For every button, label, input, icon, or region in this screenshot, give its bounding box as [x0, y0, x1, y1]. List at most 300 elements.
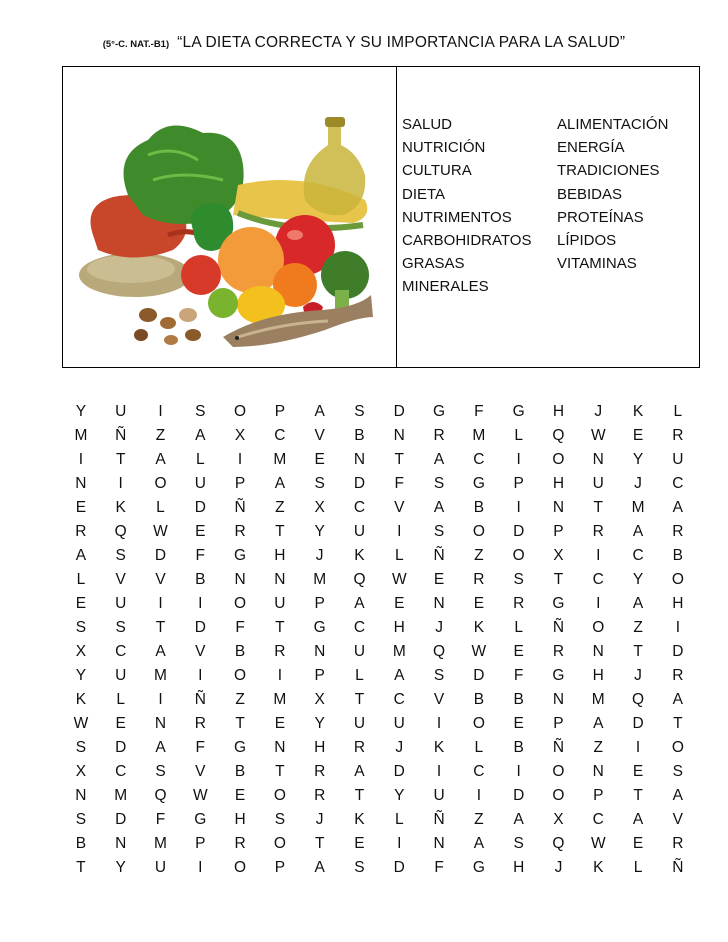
grid-letter: K	[354, 811, 365, 829]
grid-letter: T	[275, 523, 285, 541]
grid-letter: C	[353, 619, 366, 637]
grid-letter: B	[513, 739, 524, 757]
grid-letter: V	[195, 643, 206, 661]
grid-letter: A	[155, 739, 166, 757]
grid-letter: K	[473, 619, 485, 637]
grid-letter: E	[433, 571, 445, 589]
grid-letter: I	[476, 787, 482, 805]
grid-letter: H	[513, 859, 525, 877]
grid-letter: Q	[433, 643, 446, 661]
grid-letter: E	[274, 715, 286, 733]
grid-letter: M	[74, 427, 88, 445]
grid-letter: A	[314, 859, 325, 877]
grid-letter: Q	[353, 571, 366, 589]
word-list	[402, 113, 696, 299]
grid-letter: I	[237, 451, 243, 469]
grid-letter: L	[116, 691, 125, 709]
grid-letter: S	[354, 859, 365, 877]
grid-letter: V	[394, 499, 405, 517]
grid-letter: J	[395, 739, 404, 757]
grid-letter: E	[473, 595, 485, 613]
healthy-food-illustration	[73, 85, 391, 363]
grid-letter: K	[354, 547, 365, 565]
grid-letter: F	[474, 403, 484, 420]
grid-letter: D	[393, 763, 405, 781]
grid-letter: B	[672, 547, 684, 565]
grid-letter: A	[155, 643, 166, 661]
grid-letter: D	[353, 475, 366, 493]
grid-letter: F	[434, 859, 444, 877]
grid-letter: K	[75, 691, 87, 709]
grid-letter: B	[195, 571, 206, 589]
grid-letter: E	[513, 643, 524, 661]
grid-letter: Q	[114, 523, 127, 541]
tomato	[181, 255, 221, 295]
grid-letter: B	[473, 499, 485, 517]
grid-letter: Z	[474, 811, 484, 829]
grid-letter: W	[391, 571, 407, 589]
worksheet-title: “LA DIETA CORRECTA Y SU IMPORTANCIA PARA LA SALUD”	[177, 34, 626, 51]
grid-letter: E	[632, 835, 644, 853]
grid-letter: C	[592, 571, 604, 589]
grid-letter: G	[512, 403, 525, 420]
grid-letter: I	[397, 835, 402, 853]
grid-letter: Z	[155, 427, 166, 445]
grid-letter: A	[672, 499, 684, 517]
grid-letter: R	[672, 667, 684, 685]
grid-letter: I	[158, 691, 163, 709]
grid-letter: I	[596, 595, 601, 613]
grid-letter: X	[75, 643, 87, 661]
grid-letter: T	[115, 451, 126, 469]
grid-letter: Q	[552, 835, 565, 853]
grid-letter: V	[155, 571, 166, 589]
grid-letter: N	[393, 427, 405, 445]
grid-letter: Y	[394, 787, 405, 805]
grid-letter: T	[314, 835, 325, 853]
grid-letter: E	[314, 451, 325, 469]
grid-letter: T	[76, 859, 86, 877]
grid-letter: T	[155, 619, 166, 637]
grid-letter: A	[672, 787, 684, 805]
grid-letter: R	[353, 739, 366, 757]
grid-letter: M	[114, 787, 128, 805]
grid-letter: Y	[75, 403, 87, 420]
grid-letter: S	[433, 523, 445, 541]
grid-letter: H	[314, 739, 326, 757]
grid-letter: I	[516, 451, 521, 469]
grid-letter: Ñ	[194, 691, 206, 709]
grid-letter: W	[590, 835, 606, 853]
grid-letter: N	[274, 571, 286, 589]
grid-letter: S	[75, 619, 87, 637]
grid-letter: N	[592, 451, 604, 469]
grid-letter: I	[436, 715, 442, 733]
grid-letter: X	[314, 691, 325, 709]
grid-letter: G	[234, 547, 247, 565]
grid-letter: E	[75, 499, 87, 517]
grid-letter: M	[154, 667, 167, 685]
grid-letter: A	[593, 715, 604, 733]
grid-letter: L	[394, 547, 404, 565]
grid-letter: S	[513, 571, 524, 589]
word-list-item: ALIMENTACIÓN	[557, 116, 669, 133]
grid-letter: O	[234, 403, 247, 420]
grid-letter: G	[552, 595, 565, 613]
grid-letter: N	[353, 451, 366, 469]
grid-letter: P	[513, 475, 524, 493]
grid-letter: P	[553, 523, 564, 541]
grid-letter: L	[633, 859, 643, 877]
grid-letter: N	[154, 715, 167, 733]
grid-letter: J	[554, 859, 563, 877]
grid-letter: P	[553, 715, 564, 733]
grid-letter: E	[195, 523, 206, 541]
grid-letter: A	[155, 451, 166, 469]
grid-letter: L	[514, 427, 523, 445]
word-list-item: MINERALES	[402, 278, 489, 296]
grid-letter: I	[516, 499, 521, 517]
grid-letter: G	[472, 475, 485, 493]
grid-letter: A	[632, 595, 644, 613]
grid-letter: L	[355, 667, 364, 685]
grid-letter: P	[314, 667, 325, 685]
grid-letter: U	[115, 667, 127, 685]
grid-letter: I	[158, 403, 163, 420]
grid-letter: G	[194, 811, 207, 829]
word-list-item: SALUD	[402, 116, 453, 133]
grid-letter: J	[315, 811, 324, 829]
grid-letter: O	[154, 475, 167, 493]
grid-letter: O	[234, 595, 247, 613]
grid-letter: A	[672, 691, 684, 709]
grid-letter: U	[592, 475, 604, 493]
grid-letter: O	[472, 523, 485, 541]
grid-letter: D	[115, 811, 127, 829]
word-list-item: DIETA	[402, 185, 446, 203]
grid-letter: D	[115, 739, 127, 757]
grid-letter: B	[234, 763, 246, 781]
grid-letter: F	[195, 739, 206, 757]
grid-letter: W	[590, 427, 606, 445]
grid-letter: Z	[474, 547, 484, 565]
grid-letter: B	[354, 427, 365, 445]
grid-letter: I	[397, 523, 402, 541]
grid-letter: Q	[632, 691, 645, 709]
grid-letter: R	[314, 763, 326, 781]
grid-letter: C	[473, 451, 485, 469]
grid-letter: U	[115, 595, 127, 613]
grid-letter: D	[513, 787, 525, 805]
grid-letter: O	[273, 835, 286, 853]
grid-letter: Ñ	[115, 427, 127, 445]
grid-letter: R	[672, 835, 684, 853]
grid-letter: D	[154, 547, 167, 565]
grid-letter: I	[198, 859, 203, 877]
grid-letter: R	[672, 427, 684, 445]
grid-letter: J	[634, 475, 642, 493]
grid-letter: A	[314, 403, 325, 420]
grid-letter: Y	[314, 523, 325, 541]
grid-letter: A	[632, 811, 644, 829]
grid-letter: K	[115, 499, 126, 517]
grid-letter: X	[314, 499, 325, 517]
grid-letter: Z	[633, 619, 643, 637]
grid-letter: M	[273, 451, 287, 469]
grid-letter: R	[314, 787, 326, 805]
grid-letter: O	[472, 715, 485, 733]
grid-letter: H	[274, 547, 286, 565]
grid-letter: Y	[632, 571, 644, 589]
grid-letter: A	[473, 835, 485, 853]
grid-letter: B	[75, 835, 87, 853]
grid-letter: Y	[314, 715, 325, 733]
grid-letter: S	[274, 811, 286, 829]
grid-letter: S	[354, 403, 365, 420]
grid-letter: A	[433, 499, 445, 517]
grid-letter: B	[234, 643, 246, 661]
word-list-item: VITAMINAS	[557, 255, 637, 273]
grid-letter: R	[552, 643, 565, 661]
grid-letter: E	[394, 595, 405, 613]
grid-letter: H	[234, 811, 246, 829]
grid-letter: R	[194, 715, 206, 733]
grid-letter: A	[75, 547, 87, 565]
worksheet-code: (5°-C. NAT.-B1)	[102, 39, 170, 50]
word-box-frame	[62, 66, 700, 368]
grid-letter: I	[516, 763, 521, 781]
grid-letter: A	[433, 451, 445, 469]
grid-letter: W	[73, 715, 89, 733]
worksheet-header	[0, 34, 728, 54]
grid-letter: H	[552, 475, 565, 493]
grid-letter: I	[277, 667, 283, 685]
grid-letter: L	[195, 451, 205, 469]
grid-letter: I	[675, 619, 680, 637]
grid-letter: C	[274, 427, 286, 445]
grid-letter: T	[275, 619, 285, 637]
grid-letter: J	[435, 619, 443, 637]
grid-letter: I	[118, 475, 123, 493]
grid-letter: J	[594, 403, 603, 420]
word-list-item: ENERGÍA	[557, 139, 625, 157]
grid-letter: D	[393, 403, 405, 420]
grid-letter: T	[235, 715, 245, 733]
grid-letter: M	[273, 691, 287, 709]
grid-letter: Z	[593, 739, 603, 757]
grid-letter: S	[433, 475, 445, 493]
grid-letter: S	[115, 619, 126, 637]
grid-letter: U	[353, 715, 366, 733]
grid-letter: I	[596, 547, 601, 565]
grid-letter: S	[75, 811, 87, 829]
grid-letter: Ñ	[552, 619, 565, 637]
grid-letter: A	[632, 523, 644, 541]
grid-letter: E	[632, 427, 644, 445]
grid-letter: T	[354, 691, 365, 709]
grid-letter: P	[314, 595, 325, 613]
grid-letter: O	[273, 787, 286, 805]
grid-letter: T	[633, 643, 643, 661]
grid-letter: B	[513, 691, 524, 709]
grid-letter: T	[633, 787, 643, 805]
grid-letter: F	[394, 475, 404, 493]
grid-letter: N	[234, 571, 246, 589]
grid-letter: T	[275, 763, 285, 781]
lime	[208, 288, 238, 318]
grid-letter: V	[195, 763, 206, 781]
grid-letter: F	[195, 547, 206, 565]
grid-letter: U	[353, 523, 366, 541]
grid-letter: E	[115, 715, 126, 733]
word-list-item: LÍPIDOS	[557, 232, 617, 250]
grid-letter: A	[274, 475, 286, 493]
grid-letter: P	[234, 475, 246, 493]
grid-letter: O	[512, 547, 525, 565]
grid-letter: N	[552, 499, 565, 517]
grid-letter: D	[632, 715, 644, 733]
grid-letter: Z	[235, 691, 245, 709]
grid-letter: O	[671, 571, 684, 589]
grid-letter: I	[635, 739, 641, 757]
grid-letter: K	[632, 403, 644, 420]
grid-letter: D	[473, 667, 485, 685]
grid-letter: H	[393, 619, 405, 637]
grid-letter: W	[192, 787, 208, 805]
grid-letter: I	[198, 595, 203, 613]
grid-letter: P	[593, 787, 604, 805]
grid-letter: A	[513, 811, 524, 829]
grid-letter: U	[672, 451, 684, 469]
grid-letter: O	[552, 787, 565, 805]
grid-letter: H	[592, 667, 604, 685]
grid-letter: I	[436, 763, 442, 781]
grid-letter: R	[513, 595, 525, 613]
word-list-item: CULTURA	[402, 162, 472, 180]
grid-letter: G	[433, 403, 446, 420]
grid-letter: S	[513, 835, 524, 853]
grid-letter: X	[553, 547, 564, 565]
grid-letter: N	[75, 475, 87, 493]
grid-letter: X	[234, 427, 246, 445]
grid-letter: S	[155, 763, 166, 781]
grid-letter: U	[393, 715, 405, 733]
grid-letter: Y	[75, 667, 87, 685]
grid-letter: R	[274, 643, 286, 661]
grid-letter: Q	[552, 427, 565, 445]
grid-letter: N	[433, 835, 445, 853]
grid-letter: D	[194, 619, 206, 637]
word-list-item: PROTEÍNAS	[557, 208, 644, 226]
grid-letter: C	[353, 499, 366, 517]
grid-letter: M	[154, 835, 167, 853]
grid-letter: V	[115, 571, 126, 589]
grid-letter: P	[274, 859, 286, 877]
grid-letter: D	[672, 643, 684, 661]
grid-letter: L	[514, 619, 523, 637]
grid-letter: O	[671, 739, 684, 757]
grid-letter: A	[354, 595, 365, 613]
grid-letter: M	[631, 499, 645, 517]
grid-letter: D	[194, 499, 206, 517]
grid-letter: I	[158, 595, 163, 613]
grid-letter: M	[472, 427, 486, 445]
grid-letter: O	[552, 451, 565, 469]
grid-letter: E	[75, 595, 87, 613]
grid-letter: E	[632, 763, 644, 781]
grid-letter: G	[552, 667, 565, 685]
grid-letter: O	[552, 763, 565, 781]
grid-letter: X	[75, 763, 87, 781]
grid-letter: U	[115, 403, 127, 420]
grid-letter: V	[672, 811, 684, 829]
grid-letter: N	[552, 691, 565, 709]
grid-letter: S	[672, 763, 684, 781]
grid-letter: L	[474, 739, 484, 757]
grid-letter: A	[394, 667, 405, 685]
grid-letter: O	[592, 619, 605, 637]
grid-letter: R	[75, 523, 87, 541]
grid-letter: K	[593, 859, 604, 877]
grid-letter: R	[473, 571, 485, 589]
word-list-item: NUTRICIÓN	[402, 139, 486, 157]
grid-letter: Z	[275, 499, 285, 517]
grid-letter: O	[234, 859, 247, 877]
grid-letter: R	[592, 523, 604, 541]
grid-letter: J	[634, 667, 642, 685]
grid-letter: S	[433, 667, 445, 685]
grid-letter: I	[198, 667, 203, 685]
word-list-item: NUTRIMENTOS	[402, 208, 512, 226]
grid-letter: T	[553, 571, 564, 589]
grid-letter: F	[155, 811, 166, 829]
grid-letter: G	[472, 859, 485, 877]
grid-letter: Ñ	[433, 547, 445, 565]
grid-letter: F	[235, 619, 245, 637]
grid-letter: C	[632, 547, 644, 565]
grid-letter: B	[473, 691, 485, 709]
grid-letter: N	[274, 739, 286, 757]
grid-letter: R	[234, 523, 246, 541]
grid-letter: N	[592, 763, 604, 781]
grid-letter: C	[115, 763, 127, 781]
grid-letter: M	[392, 643, 406, 661]
word-list-item: GRASAS	[402, 255, 465, 273]
grid-letter: C	[115, 643, 127, 661]
grid-letter: T	[673, 715, 683, 733]
box-divider	[396, 67, 397, 367]
grid-letter: N	[592, 643, 604, 661]
grid-letter: E	[234, 787, 246, 805]
grid-letter: W	[153, 523, 168, 541]
grid-letter: U	[274, 595, 286, 613]
grid-letter: E	[354, 835, 365, 853]
grid-letter: U	[353, 643, 366, 661]
grid-letter: A	[354, 763, 365, 781]
grid-letter: J	[315, 547, 324, 565]
word-list-item: TRADICIONES	[557, 162, 660, 180]
grid-letter: G	[313, 619, 326, 637]
grid-letter: C	[592, 811, 604, 829]
grid-letter: U	[194, 475, 206, 493]
word-list-item: CARBOHIDRATOS	[402, 232, 532, 250]
grid-letter: N	[433, 595, 445, 613]
word-search-grid	[61, 400, 699, 880]
grid-letter: V	[433, 691, 445, 709]
grid-letter: R	[672, 523, 684, 541]
grid-letter: P	[195, 835, 206, 853]
word-list-item: BEBIDAS	[557, 185, 623, 203]
